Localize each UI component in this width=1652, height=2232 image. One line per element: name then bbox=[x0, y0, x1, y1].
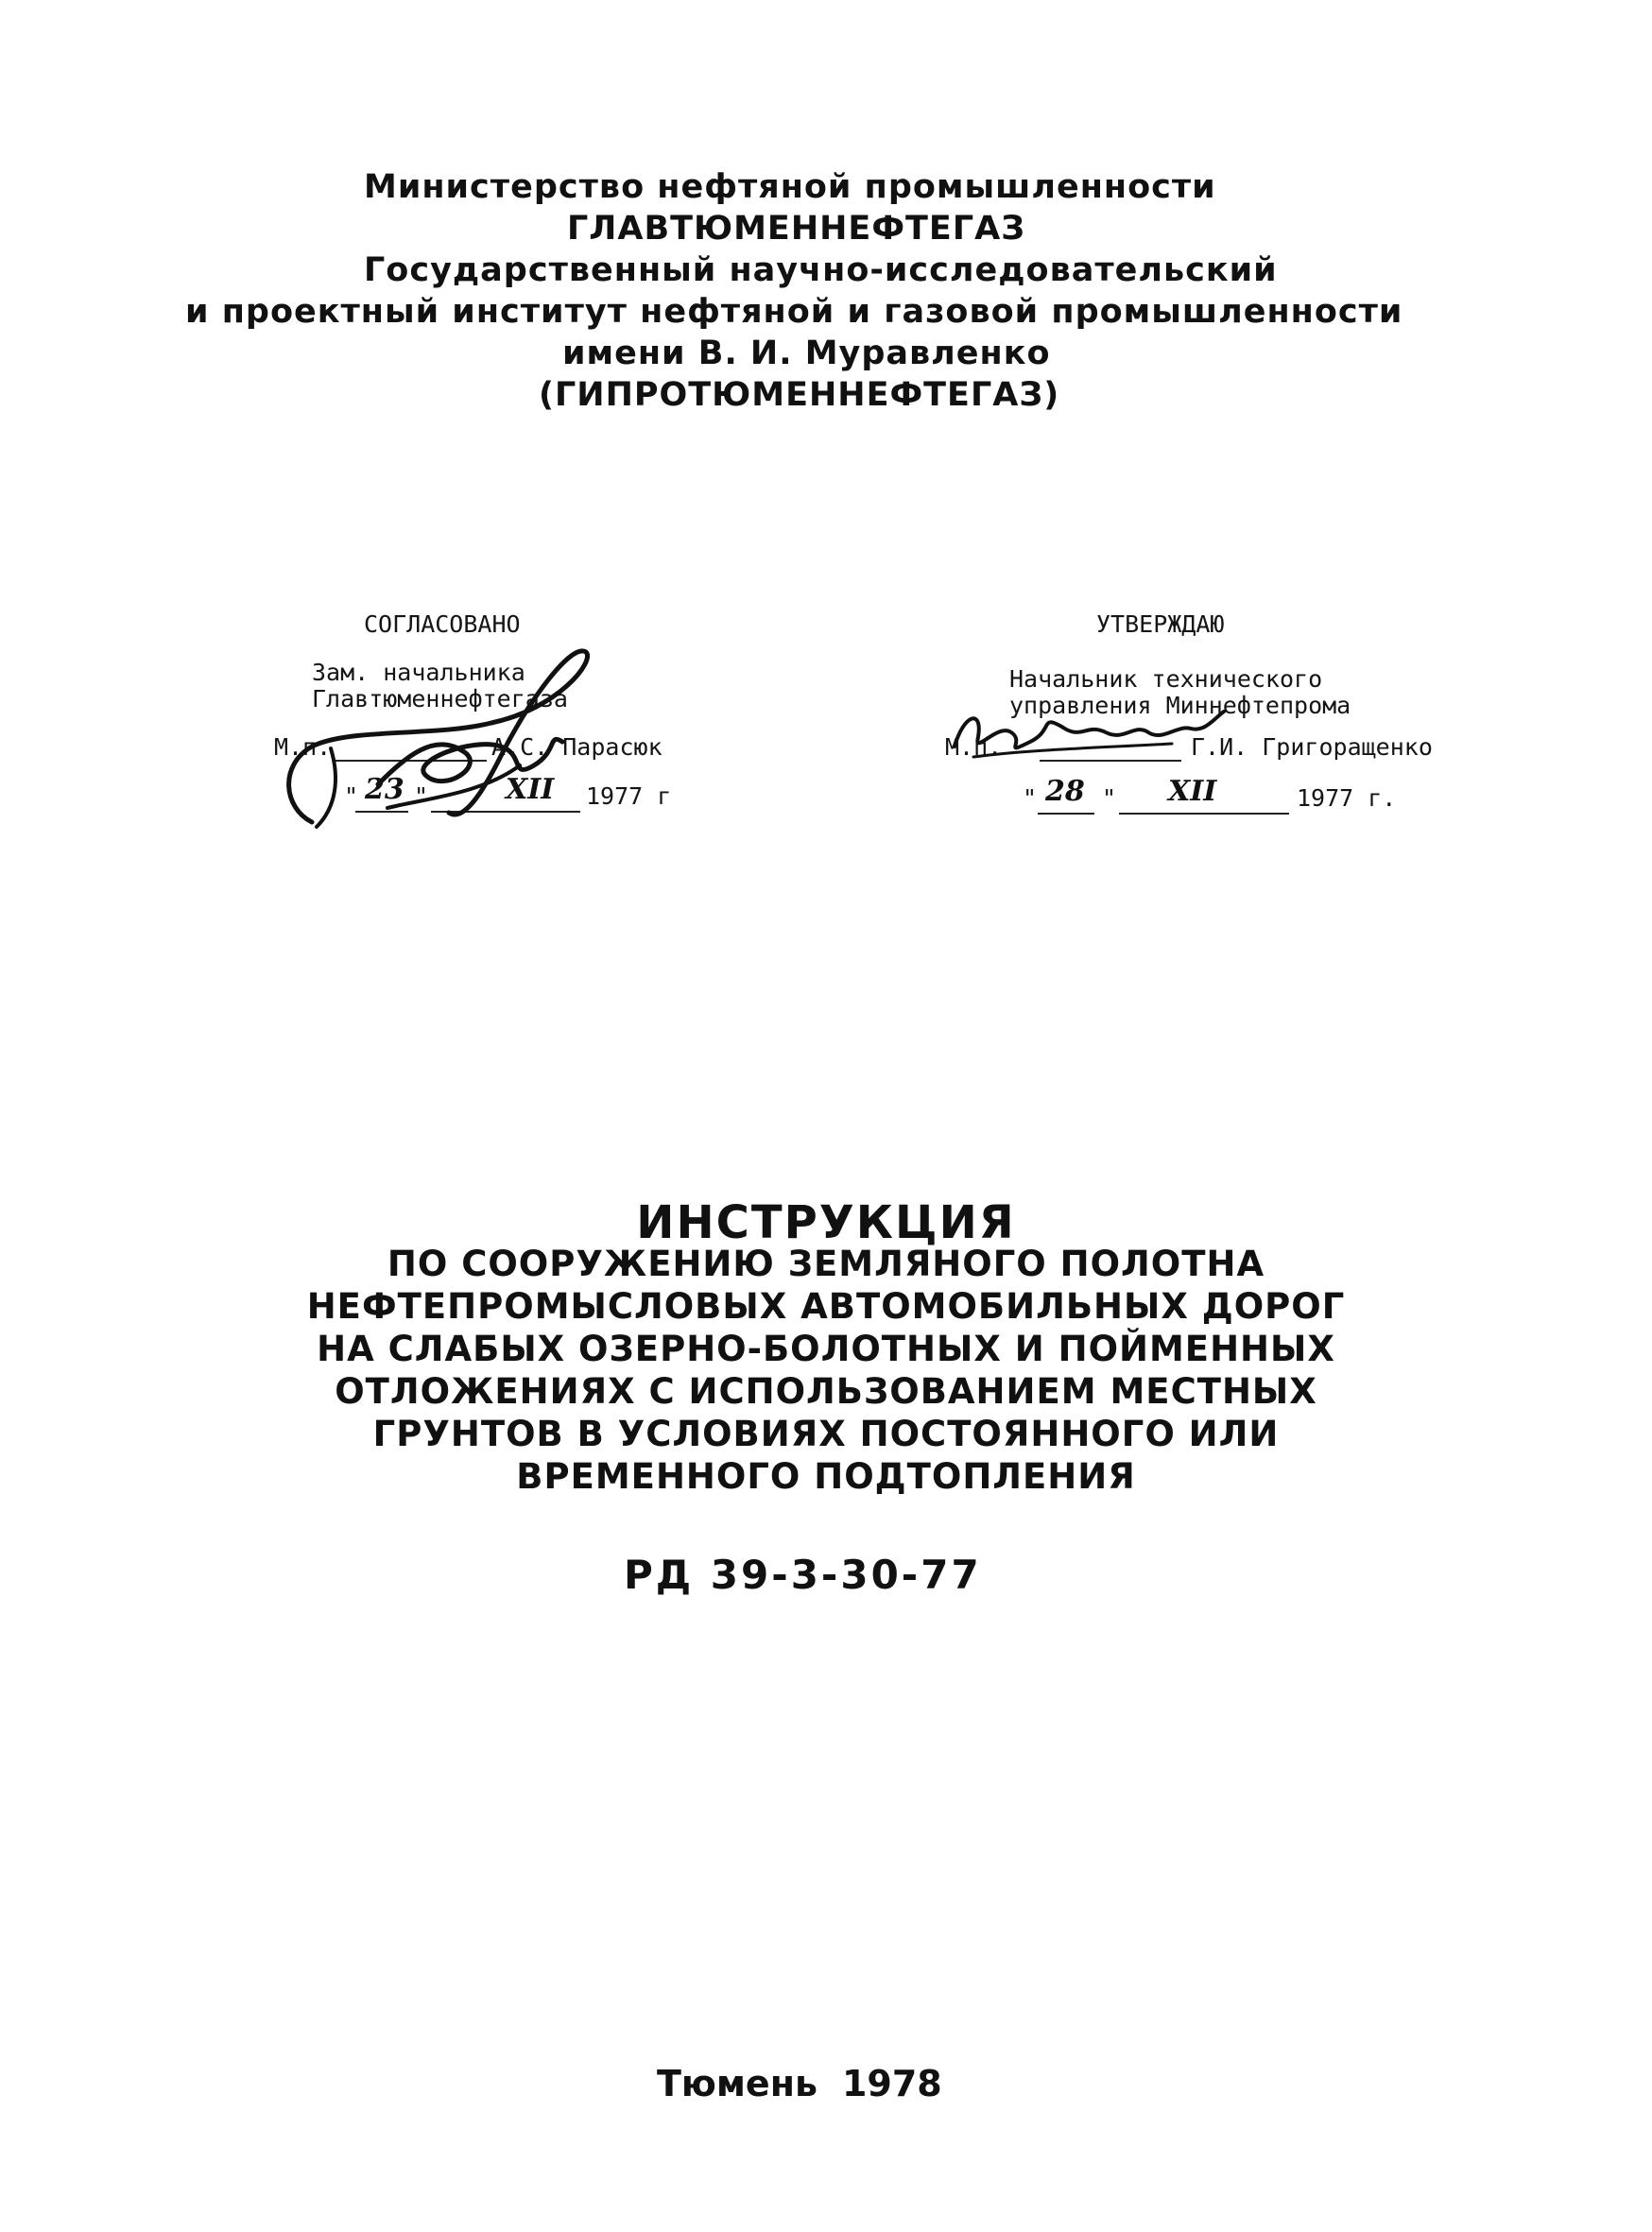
approval-right-month-line bbox=[1119, 813, 1289, 815]
approval-left-year: 1977 г bbox=[586, 782, 672, 810]
approval-right-month: XII bbox=[1168, 775, 1217, 808]
approval-right-quote-close: " bbox=[1102, 784, 1117, 812]
publication-year: 1978 bbox=[841, 2063, 942, 2104]
approval-right-quote-open: " bbox=[1023, 784, 1038, 812]
header-institute-abbr: (ГИПРОТЮМЕННЕФТЕГАЗ) bbox=[539, 376, 1060, 414]
approval-left-position-2: Главтюменнефтегаза bbox=[312, 685, 568, 713]
header-glavk: ГЛАВТЮМЕННЕФТЕГАЗ bbox=[567, 210, 1026, 248]
header-institute-line2: и проектный институт нефтяной и газовой промышленности bbox=[185, 293, 1403, 331]
approval-right-seal: М.п. bbox=[945, 733, 1003, 761]
approval-left-name: А.С. Парасюк bbox=[491, 733, 663, 761]
title-line-3: НА СЛАБЫХ ОЗЕРНО-БОЛОТНЫХ И ПОЙМЕННЫХ bbox=[317, 1329, 1335, 1369]
title-line-6: ВРЕМЕННОГО ПОДТОПЛЕНИЯ bbox=[516, 1456, 1136, 1497]
approval-left-position-1: Зам. начальника bbox=[312, 659, 525, 686]
approval-right-position-1: Начальник технического bbox=[1009, 665, 1323, 693]
signature-right-icon bbox=[945, 695, 1229, 765]
header-institute-line1: Государственный научно-исследовательский bbox=[364, 251, 1278, 289]
approval-left-quote-open: " bbox=[344, 782, 359, 810]
title-line-2: НЕФТЕПРОМЫСЛОВЫХ АВТОМОБИЛЬНЫХ ДОРОГ bbox=[306, 1286, 1346, 1327]
approval-left-seal: М.п. bbox=[274, 733, 332, 761]
approval-right-year: 1977 г. bbox=[1297, 784, 1397, 812]
approval-left-month: XII bbox=[506, 773, 555, 806]
document-code: РД 39-3-30-77 bbox=[624, 1552, 982, 1598]
publication-city: Тюмень bbox=[657, 2063, 817, 2104]
approval-left-day: 23 bbox=[365, 773, 404, 806]
signature-left-icon bbox=[274, 643, 614, 841]
approval-right-position-2: управления Миннефтепрома bbox=[1009, 692, 1351, 719]
approval-left-quote-close: " bbox=[414, 782, 429, 810]
title-line-5: ГРУНТОВ В УСЛОВИЯХ ПОСТОЯННОГО ИЛИ bbox=[372, 1414, 1280, 1454]
approval-right-name: Г.И. Григоращенко bbox=[1191, 733, 1433, 761]
title-line-4: ОТЛОЖЕНИЯХ С ИСПОЛЬЗОВАНИЕМ МЕСТНЫХ bbox=[335, 1371, 1317, 1412]
title-main: ИНСТРУКЦИЯ bbox=[636, 1196, 1016, 1249]
title-line-1: ПО СООРУЖЕНИЮ ЗЕМЛЯНОГО ПОЛОТНА bbox=[387, 1244, 1265, 1284]
approval-right-heading: УТВЕРЖДАЮ bbox=[1096, 610, 1225, 638]
approval-right-day-line bbox=[1038, 813, 1094, 815]
header-institute-name: имени В. И. Муравленко bbox=[562, 335, 1051, 372]
publication-footer bbox=[657, 2063, 942, 2104]
approval-right-day: 28 bbox=[1045, 775, 1085, 808]
header-ministry: Министерство нефтяной промышленности bbox=[364, 168, 1216, 206]
approval-left-heading: СОГЛАСОВАНО bbox=[364, 610, 521, 638]
